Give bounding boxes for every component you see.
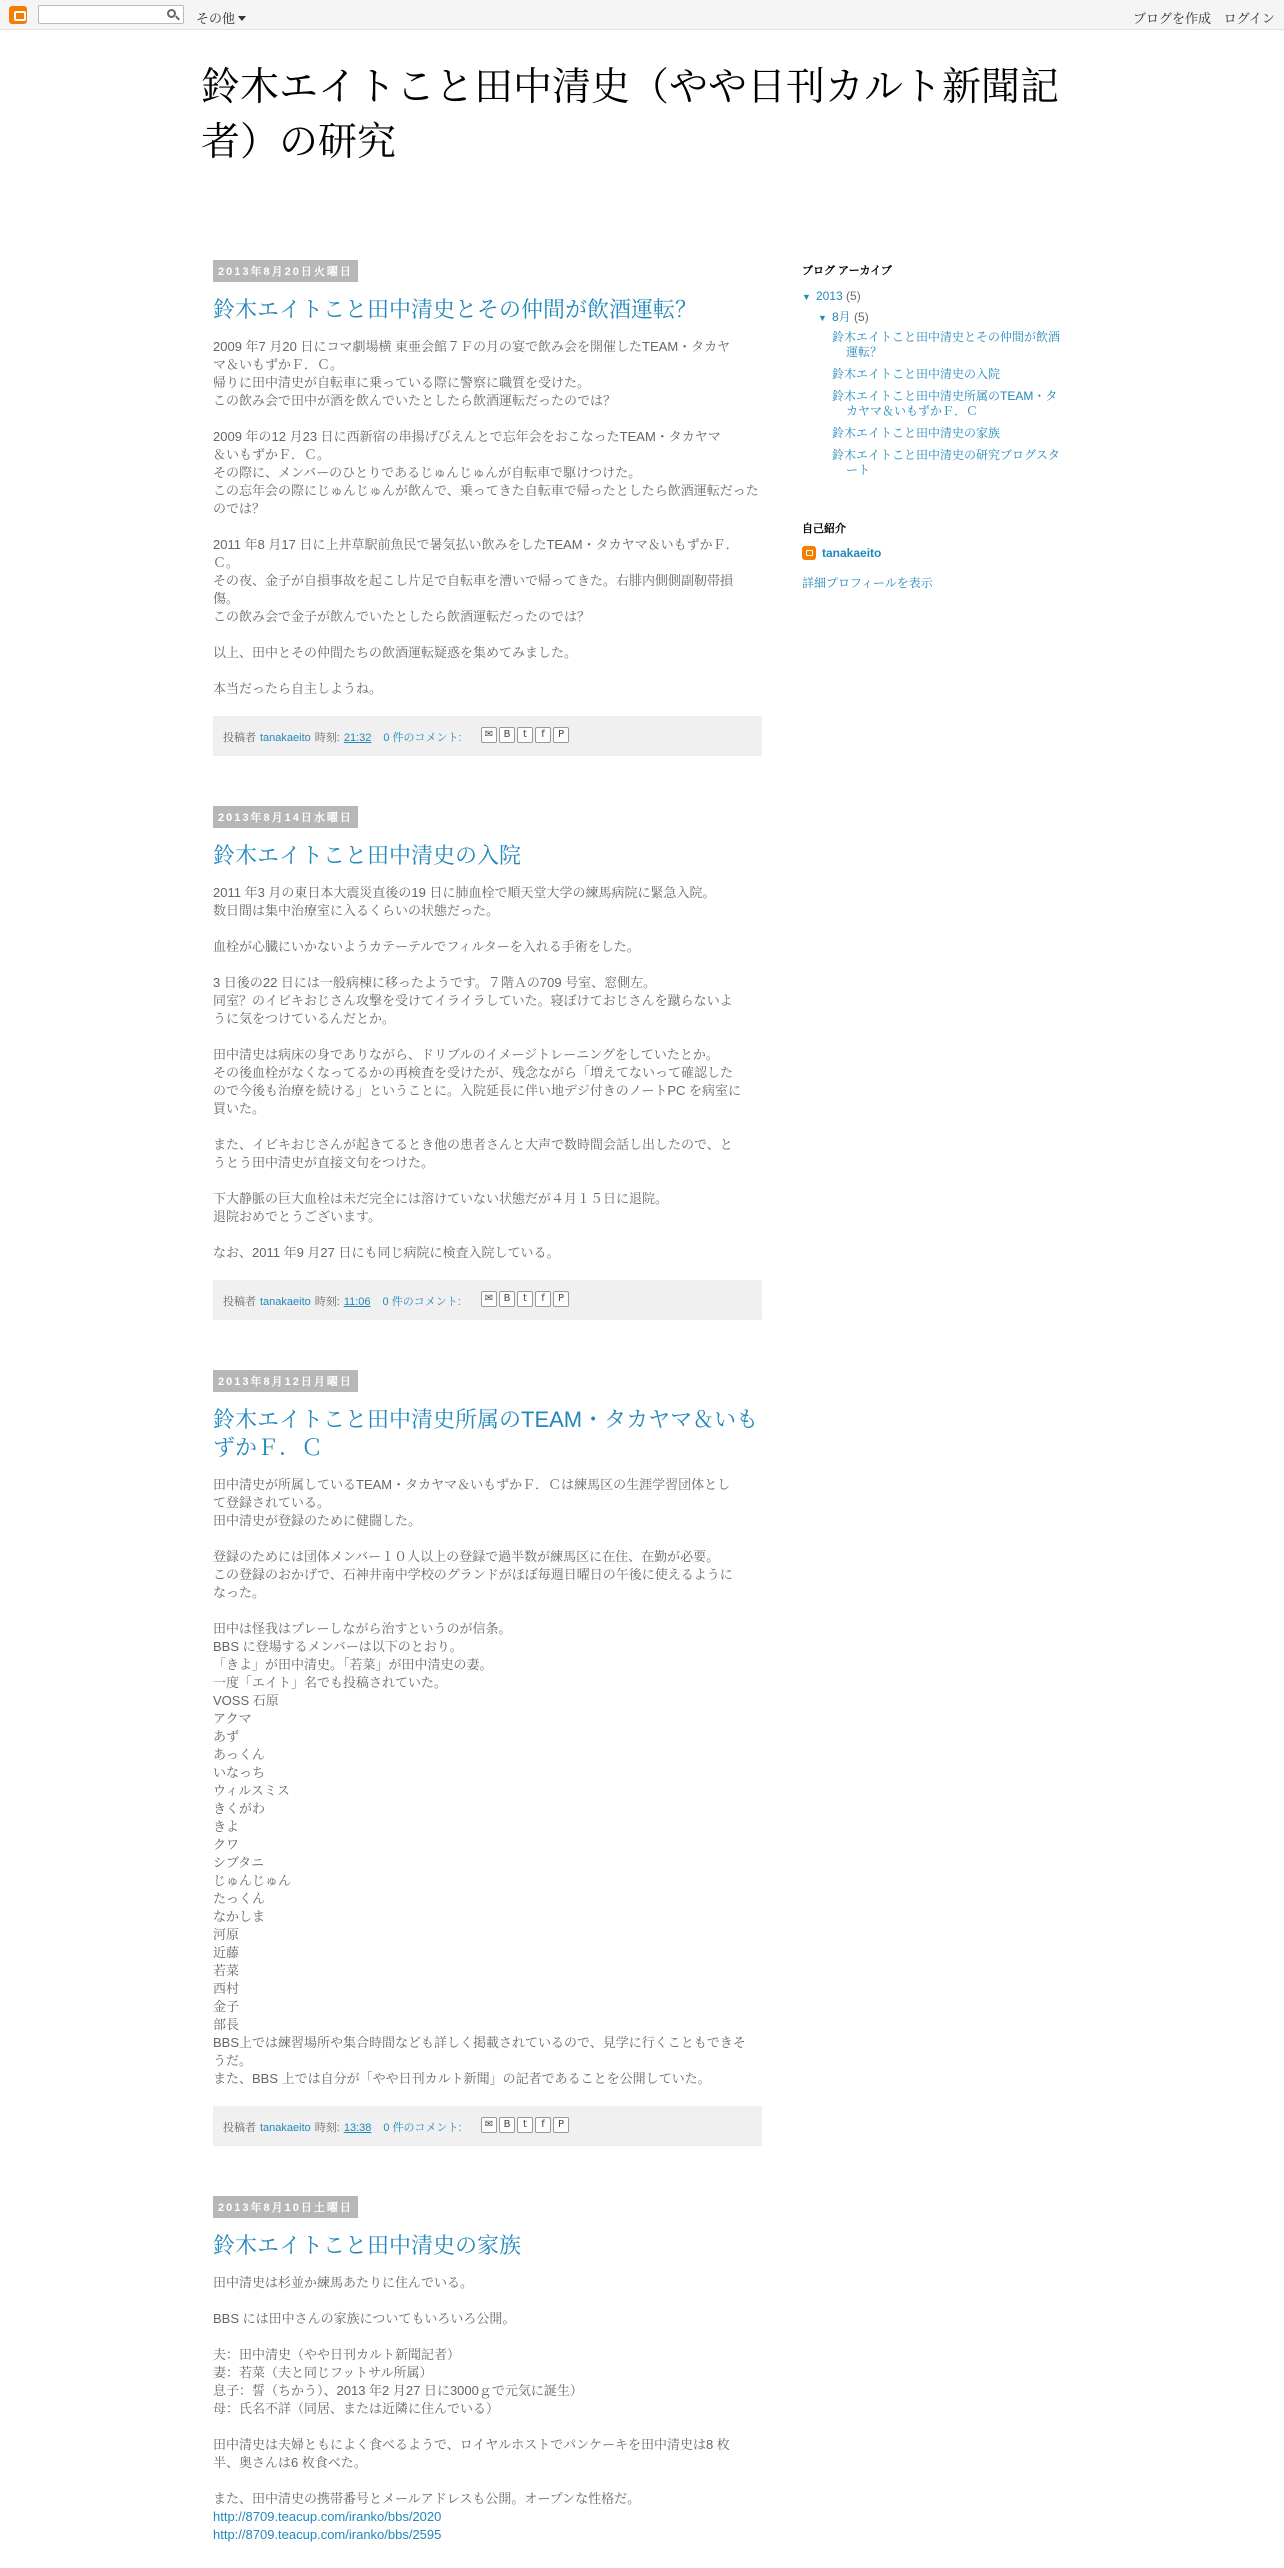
text-line: 帰りに田中清史が自転車に乗っている際に警察に職質を受けた。 — [213, 375, 591, 390]
bbs-link[interactable]: http://8709.teacup.com/iranko/bbs/2020 — [213, 2509, 442, 2524]
post-body — [213, 2274, 762, 2544]
post-date: 2013年8月12日月曜日 — [213, 1370, 358, 1392]
text-line: 金子 — [213, 1999, 240, 2014]
text-line: また、イビキおじさんが起きてるとき他の患者さんと大声で数時間会話し出したので、と — [213, 1137, 733, 1152]
caret-down-icon — [238, 16, 246, 21]
text-line: 田中清史は杉並か練馬あたりに住んでいる。 — [213, 2275, 474, 2290]
text-line: マ＆いもずかＦ．Ｃ。 — [213, 357, 344, 372]
text-line: 息子：誓（ちかう）、2013 年2 月27 日に3000ｇで元気に誕生） — [213, 2383, 583, 2398]
post-title[interactable]: 鈴木エイトこと田中清史とその仲間が飲酒運転？ — [213, 297, 698, 322]
pinterest-icon[interactable]: P — [553, 727, 569, 743]
blogger-profile-icon — [802, 546, 816, 560]
text-line: 2009 年の12 月23 日に西新宿の串揚げびえんとで忘年会をおこなったTEAM・タカヤマ — [213, 429, 721, 444]
post-paragraph — [213, 2310, 762, 2328]
text-line: 半、奥さんは6 枚食べた。 — [213, 2455, 367, 2470]
archive-year-row — [802, 288, 1062, 305]
text-line: 田中は怪我はプレーしながら治すというのが信条。 — [213, 1621, 512, 1636]
blogthis-icon[interactable]: B — [499, 2117, 515, 2133]
facebook-icon[interactable]: f — [535, 1291, 551, 1307]
sidebar — [802, 262, 1062, 592]
text-line: 下大静脈の巨大血栓は未だ完全には溶けていない状態だが４月１５日に退院。 — [213, 1191, 669, 1206]
author-link[interactable]: tanakaeito — [260, 1296, 311, 1308]
text-line: 数日間は集中治療室に入るくらいの状態だった。 — [213, 903, 500, 918]
text-line: あず — [213, 1729, 240, 1744]
archive-year-link[interactable]: 2013 — [816, 289, 843, 303]
post-paragraph — [213, 1046, 762, 1118]
main-column — [213, 260, 762, 2568]
posted-by-label: 投稿者 — [223, 1296, 256, 1308]
search-box[interactable] — [38, 5, 184, 24]
text-line: ウィルスミス — [213, 1783, 290, 1798]
text-line: ので今後も治療を続ける」ということに。入院延長に伴い地デジ付きのノートPC を病室に — [213, 1083, 742, 1098]
facebook-icon[interactable]: f — [535, 2117, 551, 2133]
archive-post-link[interactable]: 鈴木エイトこと田中清史の研究ブログスタート — [832, 448, 1060, 477]
share-buttons — [481, 2117, 569, 2133]
text-line: 登録のためには団体メンバー１０人以上の登録で過半数が練馬区に在住、在勤が必要。 — [213, 1549, 720, 1564]
text-line: うに気をつけているんだとか。 — [213, 1011, 396, 1026]
twitter-icon[interactable]: t — [517, 2117, 533, 2133]
text-line: じゅんじゅん — [213, 1873, 292, 1888]
text-line: なった。 — [213, 1585, 266, 1600]
text-line: いなっち — [213, 1765, 266, 1780]
post-paragraph — [213, 644, 762, 662]
blogger-logo-icon[interactable] — [9, 6, 27, 24]
post-body — [213, 884, 762, 1262]
text-line: 2009 年7 月20 日にコマ劇場横 東亜会館７Ｆの月の宴で飲み会を開催したTEAM・タカヤ — [213, 339, 731, 354]
text-line: アクマ — [213, 1711, 252, 1726]
blog-post — [213, 2196, 762, 2544]
text-line: 西村 — [213, 1981, 240, 1996]
triangle-down-icon[interactable]: ▼ — [802, 292, 811, 302]
pinterest-icon[interactable]: P — [553, 2117, 569, 2133]
email-icon[interactable]: ✉ — [481, 1291, 497, 1307]
post-paragraph — [213, 1476, 762, 1530]
text-line: その際に、メンバーのひとりであるじゅんじゅんが自転車で駆けつけた。 — [213, 465, 642, 480]
text-line: この飲み会で田中が酒を飲んでいたとしたら飲酒運転だったのでは？ — [213, 393, 617, 408]
text-line: 田中清史が所属しているTEAM・タカヤマ＆いもずかＦ．Ｃは練馬区の生涯学習団体とし — [213, 1477, 731, 1492]
text-line: この忘年会の際にじゅんじゅんが飲んで、乗ってきた自転車で帰ったとしたら飲酒運転だった — [213, 483, 759, 498]
text-line: 母：氏名不詳（同居、または近隣に住んでいる） — [213, 2401, 500, 2416]
text-line: 近藤 — [213, 1945, 240, 1960]
post-paragraph — [213, 2436, 762, 2472]
text-line: その後血栓がなくなってるかの再検査を受けたが、残念ながら「増えてないって確認した — [213, 1065, 734, 1080]
more-menu-label: その他 — [196, 11, 236, 26]
post-paragraph — [213, 1548, 762, 1602]
text-line: この登録のおかげで、石神井南中学校のグランドがほぼ毎週日曜日の午後に使えるように — [213, 1567, 733, 1582]
post-body — [213, 338, 762, 698]
posted-by-label: 投稿者 — [223, 732, 256, 744]
search-input[interactable] — [39, 7, 159, 24]
post-title[interactable]: 鈴木エイトこと田中清史所属のTEAM・タカヤマ＆いもずかＦ．Ｃ — [213, 1407, 759, 1460]
text-line: 夫：田中清史（やや日刊カルト新聞記者） — [213, 2347, 461, 2362]
archive-post-link[interactable]: 鈴木エイトこと田中清史所属のTEAM・タカヤマ＆いもずかＦ．Ｃ — [832, 389, 1058, 418]
time-label: 時刻: — [314, 2122, 340, 2134]
text-line: Ｃ。 — [213, 555, 240, 570]
text-line: 若菜 — [213, 1963, 240, 1978]
blog-post — [213, 260, 762, 756]
comments-link[interactable]: 0 件のコメント: — [383, 732, 462, 744]
text-line: たっくん — [213, 1891, 266, 1906]
comments-link[interactable]: 0 件のコメント: — [382, 1296, 461, 1308]
text-line: て登録されている。 — [213, 1495, 331, 1510]
post-paragraph — [213, 1244, 762, 1262]
author-link[interactable]: tanakaeito — [260, 2122, 311, 2134]
time-label: 時刻: — [314, 1296, 340, 1308]
post-paragraph — [213, 1136, 762, 1172]
text-line: VOSS 石原 — [213, 1693, 279, 1708]
post-date: 2013年8月14日水曜日 — [213, 806, 358, 828]
post-paragraph — [213, 1620, 762, 2088]
email-icon[interactable]: ✉ — [481, 727, 497, 743]
text-line: クワ — [213, 1837, 240, 1852]
text-line: 買いた。 — [213, 1101, 266, 1116]
text-line: また、BBS 上では自分が「やや日刊カルト新聞」の記者であることを公開していた。 — [213, 2071, 711, 2086]
text-line: ＆いもずかＦ．Ｃ。 — [213, 447, 331, 462]
email-icon[interactable]: ✉ — [481, 2117, 497, 2133]
text-line: 2011 年3 月の東日本大震災直後の19 日に肺血栓で順天堂大学の練馬病院に緊急入院。 — [213, 885, 716, 900]
text-line: シブタニ — [213, 1855, 265, 1870]
text-line: 同室？のイビキおじさん攻撃を受けてイライラしていた。寝ぼけておじさんを蹴らないよ — [213, 993, 733, 1008]
text-line: きよ — [213, 1819, 240, 1834]
text-line: うだ。 — [213, 2053, 253, 2068]
text-line: きくがわ — [213, 1801, 266, 1816]
text-line: のでは？ — [213, 501, 266, 516]
blog-title[interactable]: 鈴木エイトこと田中清史（やや日刊カルト新聞記者）の研究 — [201, 66, 1060, 164]
text-line: なお、2011 年9 月27 日にも同じ病院に検査入院している。 — [213, 1245, 560, 1260]
blogthis-icon[interactable]: B — [499, 1291, 515, 1307]
text-line: うとう田中清史が直接文句をつけた。 — [213, 1155, 435, 1170]
archive-title: ブログ アーカイブ — [802, 265, 892, 277]
text-line: 3 日後の22 日には一般病棟に移ったようです。７階Ａの709 号室、窓側左。 — [213, 975, 657, 990]
text-line: この飲み会で金子が飲んでいたとしたら飲酒運転だったのでは？ — [213, 609, 591, 624]
text-line: 「きよ」が田中清史。「若菜」が田中清史の妻。 — [213, 1657, 493, 1672]
text-line: 以上、田中とその仲間たちの飲酒運転疑惑を集めてみました。 — [213, 645, 578, 660]
text-line: 田中清史は夫婦ともによく食べるようで、ロイヤルホストでパンケーキを田中清史は8 枚 — [213, 2437, 730, 2452]
post-paragraph — [213, 1190, 762, 1226]
triangle-down-icon[interactable]: ▼ — [818, 313, 827, 323]
archive-month-row — [802, 309, 1062, 326]
text-line: 田中清史は病床の身でありながら、ドリブルのイメージトレーニングをしていたとか。 — [213, 1047, 719, 1062]
search-icon[interactable] — [165, 7, 181, 23]
login-link[interactable]: ログイン — [1223, 11, 1275, 26]
post-title[interactable]: 鈴木エイトこと田中清史の入院 — [213, 843, 522, 868]
share-buttons — [481, 1291, 569, 1307]
profile-widget — [802, 520, 1062, 592]
post-title[interactable]: 鈴木エイトこと田中清史の家族 — [213, 2233, 522, 2258]
text-line: また、田中清史の携帯番号とメールアドレスも公開。オープンな性格だ。 — [213, 2491, 641, 2506]
text-line: BBS には田中さんの家族についてもいろいろ公開。 — [213, 2311, 516, 2326]
time-label: 時刻: — [314, 732, 340, 744]
archive-post-list — [802, 330, 1062, 478]
text-line: 血栓が心臓にいかないようカテーテルでフィルターを入れる手術をした。 — [213, 939, 640, 954]
post-paragraph — [213, 2490, 762, 2508]
navbar — [0, 0, 1284, 30]
blog-archive — [802, 288, 1062, 478]
create-blog-link[interactable]: ブログを作成 — [1132, 11, 1211, 26]
post-paragraph — [213, 2274, 762, 2292]
post-footer — [213, 716, 762, 756]
more-menu[interactable] — [196, 8, 246, 27]
post-time-link[interactable]: 11:06 — [343, 1296, 371, 1308]
post-date: 2013年8月20日火曜日 — [213, 260, 358, 282]
text-line: その夜、金子が自損事故を起こし片足で自転車を漕いで帰ってきた。右腓内側側副靭帯損 — [213, 573, 734, 588]
twitter-icon[interactable]: t — [517, 1291, 533, 1307]
post-paragraph — [213, 884, 762, 920]
post-links — [213, 2508, 762, 2544]
text-line: 2011 年8 月17 日に上井草駅前魚民で暑気払い飲みをしたTEAM・タカヤマ＆いもずかＦ． — [213, 537, 739, 552]
text-line: あっくん — [213, 1747, 265, 1762]
archive-month-link[interactable]: 8月 — [832, 310, 851, 324]
twitter-icon[interactable]: t — [517, 727, 533, 743]
comments-link[interactable]: 0 件のコメント: — [383, 2122, 462, 2134]
blogthis-icon[interactable]: B — [499, 727, 515, 743]
profile-row — [802, 546, 1062, 560]
blog-post — [213, 806, 762, 1320]
post-time-link[interactable]: 13:38 — [343, 2122, 372, 2134]
archive-year-count: (5) — [846, 289, 861, 303]
text-line: 妻：若菜（夫と同じフットサル所属） — [213, 2365, 433, 2380]
post-footer — [213, 2106, 762, 2146]
post-date: 2013年8月10日土曜日 — [213, 2196, 358, 2218]
archive-month-count: (5) — [854, 310, 869, 324]
text-line: 部長 — [213, 2017, 240, 2032]
text-line: 一度「エイト」名でも投稿されていた。 — [213, 1675, 448, 1690]
view-profile-link[interactable]: 詳細プロフィールを表示 — [802, 576, 933, 590]
post-paragraph — [213, 2346, 762, 2418]
post-paragraph — [213, 680, 762, 698]
post-paragraph — [213, 938, 762, 956]
profile-name-link[interactable]: tanakaeito — [822, 546, 882, 560]
post-paragraph — [213, 536, 762, 626]
author-link[interactable]: tanakaeito — [260, 732, 311, 744]
post-footer — [213, 1280, 762, 1320]
archive-post-link[interactable]: 鈴木エイトこと田中清史の家族 — [832, 426, 1001, 440]
text-line: 本当だったら自主しようね。 — [213, 681, 383, 696]
share-buttons — [481, 727, 569, 743]
text-line: BBS に登場するメンバーは以下のとおり。 — [213, 1639, 463, 1654]
text-line: 退院おめでとうございます。 — [213, 1209, 381, 1224]
posted-by-label: 投稿者 — [223, 2122, 256, 2134]
text-line: BBS上では練習場所や集合時間なども詳しく掲載されているので、見学に行くこともできそ — [213, 2035, 746, 2050]
pinterest-icon[interactable]: P — [553, 1291, 569, 1307]
post-time-link[interactable]: 21:32 — [343, 732, 372, 744]
text-line: 河原 — [213, 1927, 240, 1942]
text-line: 田中清史が登録のために健闘した。 — [213, 1513, 422, 1528]
post-body — [213, 1476, 762, 2088]
profile-title: 自己紹介 — [802, 523, 846, 535]
text-line: なかしま — [213, 1909, 266, 1924]
post-paragraph — [213, 428, 762, 518]
post-paragraph — [213, 974, 762, 1028]
archive-post-link[interactable]: 鈴木エイトこと田中清史とその仲間が飲酒運転？ — [832, 330, 1061, 359]
facebook-icon[interactable]: f — [535, 727, 551, 743]
text-line: 傷。 — [213, 591, 240, 606]
blog-post — [213, 1370, 762, 2146]
archive-post-link[interactable]: 鈴木エイトこと田中清史の入院 — [832, 367, 1001, 381]
post-paragraph — [213, 338, 762, 410]
bbs-link[interactable]: http://8709.teacup.com/iranko/bbs/2595 — [213, 2527, 442, 2542]
